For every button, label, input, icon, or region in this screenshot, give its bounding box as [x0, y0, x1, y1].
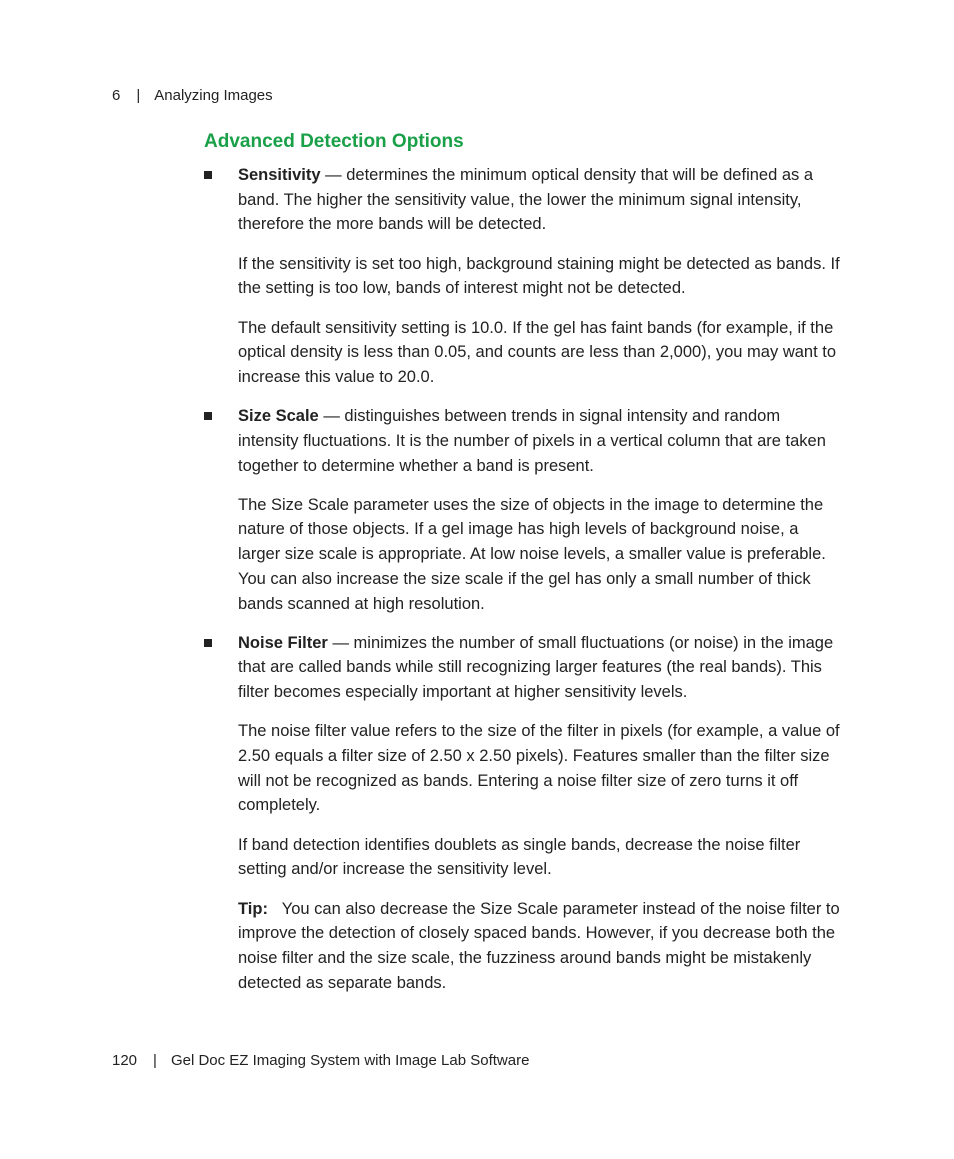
item-term: Sensitivity: [238, 166, 321, 184]
paragraph: If band detection identifies doublets as single bands, decrease the noise filter setting and/or increase the sensitivity level.: [238, 835, 801, 879]
book-title: Gel Doc EZ Imaging System with Image Lab Software: [170, 1052, 530, 1069]
paragraph: The Size Scale parameter uses the size of objects in the image to determine the nature of those objects. If a gel image has high levels of background noise, a larger size scale is appropriate. At low noise levels, a smaller value is preferable. You can also increase the size scale if the gel has only a small number of thick bands scanned at high resolution.: [238, 495, 826, 613]
definition-text: distinguishes between trends in signal intensity and random intensity fluctuations. It is the number of pixels in a vertical column that are taken together to determine whether a band is present.: [238, 407, 826, 475]
tip-label: Tip:: [238, 899, 268, 918]
definition-text: minimizes the number of small fluctuations (or noise) in the image that are called bands while still recognizing larger features (the real bands). This filter becomes especially important at higher sensitivity levels.: [238, 633, 834, 702]
square-bullet-icon: [204, 171, 212, 179]
chapter-title: Analyzing Images: [154, 87, 273, 104]
square-bullet-icon: [204, 639, 212, 647]
list-item-size-scale: [204, 404, 844, 616]
item-definition: [238, 404, 844, 478]
em-dash: —: [320, 166, 347, 184]
page-number: 120: [112, 1052, 138, 1069]
header-separator: |: [136, 87, 141, 104]
em-dash: —: [327, 633, 354, 652]
tip-paragraph: [238, 897, 844, 996]
running-footer: [112, 1052, 529, 1069]
paragraph: The noise filter value refers to the size of the filter in pixels (for example, a value of 2.50 equals a filter size of 2.50 x 2.50 pixels). Features smaller than the filter size will not be recognized as bands. Entering a noise filter size of zero turns it off completely.: [238, 722, 840, 815]
list-item-noise-filter: [204, 631, 844, 996]
chapter-number: 6: [112, 87, 121, 104]
item-definition: [238, 631, 844, 705]
section-content: [204, 163, 844, 1010]
square-bullet-icon: [204, 412, 212, 420]
item-definition: [238, 163, 844, 237]
list-item-sensitivity: [204, 163, 844, 390]
definition-text: determines the minimum optical density that will be defined as a band. The higher the sensitivity value, the lower the minimum signal intensity, therefore the more bands will be detected.: [238, 166, 814, 234]
item-term: Noise Filter: [238, 633, 328, 652]
footer-separator: |: [153, 1052, 157, 1069]
em-dash: —: [318, 407, 345, 426]
paragraph: The default sensitivity setting is 10.0. If the gel has faint bands (for example, if the optical density is less than 0.05, and counts are less than 2,000), you may want to increase this value to 20.0.: [238, 318, 837, 386]
tip-text: You can also decrease the Size Scale parameter instead of the noise filter to improve the detection of closely spaced bands. However, if you decrease both the noise filter and the size scale, the fuzziness around bands might be mistakenly detected as separate bands.: [238, 899, 840, 992]
item-term: Size Scale: [238, 407, 319, 426]
running-header: [112, 87, 273, 104]
paragraph: If the sensitivity is set too high, background staining might be detected as bands. If the setting is too low, bands of interest might not be detected.: [238, 254, 840, 298]
section-title: Advanced Detection Options: [204, 131, 464, 152]
